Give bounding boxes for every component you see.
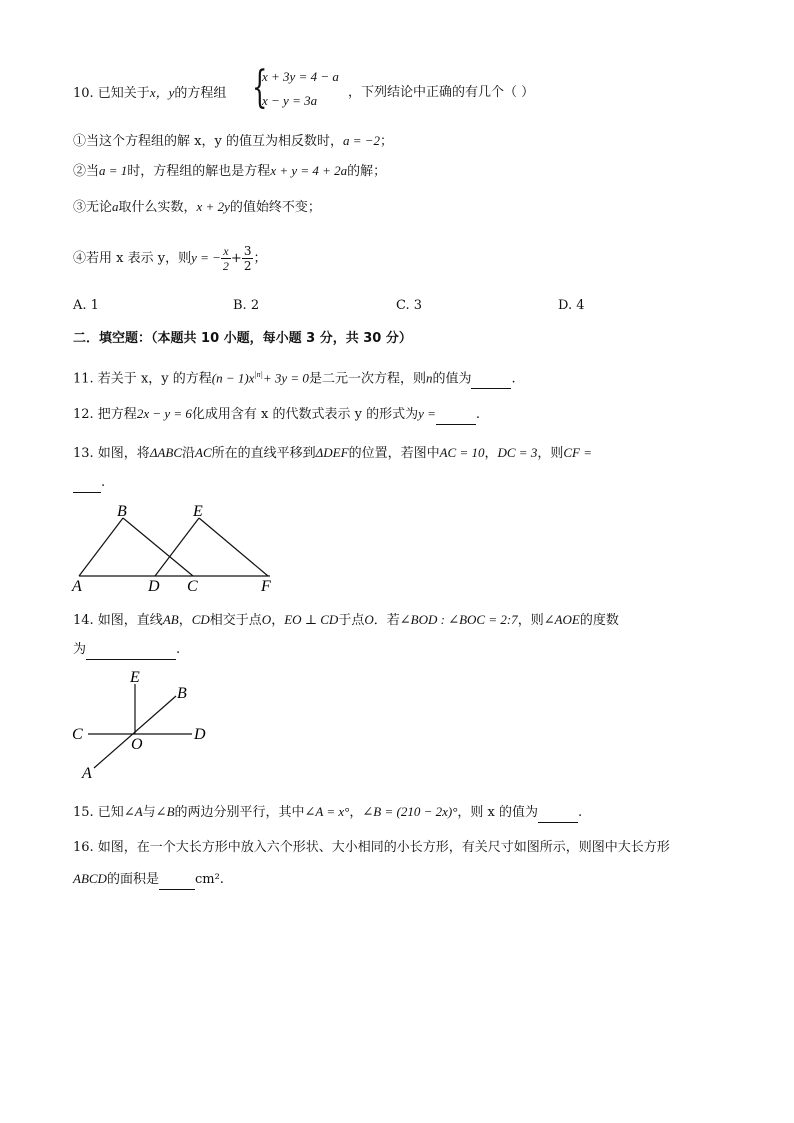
q13-side-ef — [199, 518, 268, 576]
q13-label-a: A — [72, 578, 82, 595]
q10-eq2: x − y = 3a — [262, 93, 318, 108]
q14-answer-blank[interactable] — [86, 641, 176, 660]
q14-label-e: E — [130, 669, 140, 686]
q14-label-b: B — [177, 685, 187, 702]
q10-option-a[interactable]: A. 1 — [73, 298, 99, 313]
q11: 11. 若关于 x，y 的方程$(n - 1)x^{|n|}+ 3y = 0$是二元一次方程，则n的值为 . — [73, 366, 516, 389]
q10-equation-system — [252, 62, 352, 114]
q13-label-e: E — [193, 503, 203, 520]
q13-translation-figure — [70, 500, 280, 595]
q10-option-b[interactable]: B. 2 — [233, 298, 260, 313]
q10-suffix: ，下列结论中正确的有几个（ ） — [348, 85, 535, 100]
q13-side-de — [155, 518, 199, 576]
q14-label-a: A — [82, 765, 92, 782]
q13-answer-line: . — [73, 474, 105, 493]
q10-brace: { — [252, 62, 268, 113]
q12: 12. 把方程2x − y = 6化成用含有 x 的代数式表示 y 的形式为y = . — [73, 405, 480, 425]
q10-statement-2: ②当a = 1时，方程组的解也是方程x + y = 4 + 2a的解； — [73, 163, 387, 179]
q12-answer-blank[interactable] — [436, 406, 476, 425]
q10-option-d[interactable]: D. 4 — [558, 298, 585, 313]
q13-side-ab — [79, 518, 123, 576]
q16: 16. 如图，在一个大长方形中放入六个形状、大小相同的小长方形，有关尺寸如图所示，则图中大长方形 — [73, 840, 670, 855]
q15-answer-blank[interactable] — [538, 804, 578, 823]
q13-answer-blank[interactable] — [73, 474, 101, 493]
q13-label-d: D — [148, 578, 160, 595]
q14-label-c: C — [72, 726, 83, 743]
q11-answer-blank[interactable] — [471, 370, 511, 389]
q10-fraction-2: $\frac{3}{2}$ — [243, 244, 252, 273]
q14-answer-line: 为 . — [73, 641, 180, 660]
q10-statement-1: ①当这个方程组的解 x，y 的值互为相反数时，a = −2； — [73, 133, 394, 149]
q10-fraction-1: $\frac{x}{2}$ — [222, 244, 229, 273]
q15: 15. 已知∠A与∠B的两边分别平行，其中∠A = x°，∠B = (210 − 2x)°，则 x 的值为 . — [73, 803, 582, 823]
q10-option-c[interactable]: C. 3 — [396, 298, 423, 313]
section-2-heading: 二．填空题：（本题共 10 小题，每小题 3 分，共 30 分） — [73, 331, 412, 346]
q14-intersecting-lines-figure — [70, 668, 220, 783]
q10-vars: x，y — [149, 85, 175, 100]
q10-statement-4: ④若用 x 表示 y，则y = − $\frac{x}{2}$ + $\frac{3}{2}$ ； — [73, 244, 267, 273]
q14: 14. 如图，直线AB，CD相交于点O，EO ⊥ CD于点O．若∠BOD : ∠BOC = 2:7，则∠AOE的度数 — [73, 612, 619, 628]
q13: 13. 如图，将ΔABC沿AC所在的直线平移到ΔDEF的位置，若图中AC = 10，DC = 3，则CF = — [73, 445, 592, 461]
q14-label-d: D — [194, 726, 206, 743]
q13-label-b: B — [117, 503, 127, 520]
q10-eq1: x + 3y = 4 − a — [262, 69, 339, 84]
q14-label-o: O — [131, 736, 143, 753]
q16-answer-line: ABCD的面积是 cm². — [73, 870, 224, 890]
q10-stem: 10. 已知关于x，y的方程组 — [73, 85, 227, 101]
q13-label-f: F — [261, 578, 271, 595]
q13-side-bc — [123, 518, 193, 576]
q16-answer-blank[interactable] — [159, 871, 195, 890]
q13-label-c: C — [187, 578, 198, 595]
q10-statement-3: ③无论a取什么实数，x + 2y的值始终不变； — [73, 199, 321, 215]
